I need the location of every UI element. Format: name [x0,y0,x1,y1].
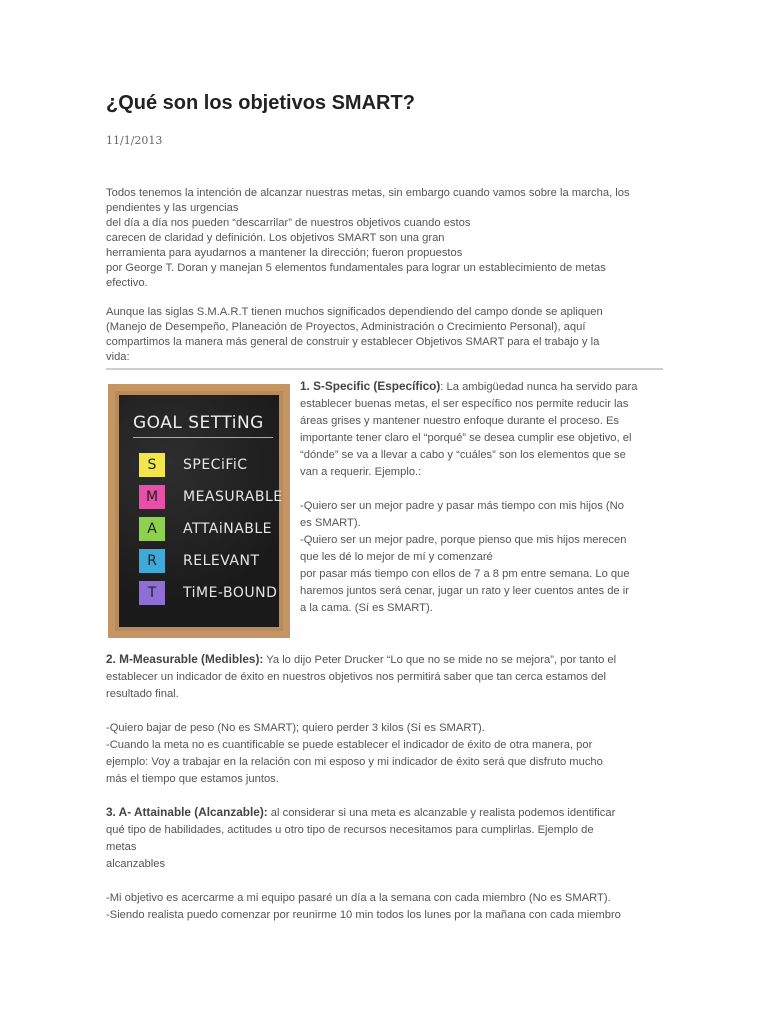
text-line: más el tiempo que estamos juntos. [106,773,279,785]
sticky-note-r: R [139,549,165,573]
board-word: MEASURABLE [183,489,283,505]
text-line: van a requerir. Ejemplo.: [300,466,422,478]
text-line: establecer un indicador de éxito en nuestros objetivos nos permitirá saber que tan cerca estamos del [106,671,606,683]
sticky-note-t: T [139,581,165,605]
text-line: por George T. Doran y manejan 5 elementos fundamentales para lograr un establecimiento de metas [106,262,606,274]
text-line: efectivo. [106,277,148,289]
text-line [106,873,666,890]
text-fragment: al considerar si una meta es alcanzable y realista podemos identificar [267,807,616,819]
text-line: -Siendo realista puedo comenzar por reunirme 10 min todos los lunes por la mañana con cada miembro [106,909,621,921]
text-line [106,703,666,720]
section-heading: 3. A- Attainable (Alcanzable): [106,805,268,819]
sticky-note-a: A [139,517,165,541]
sticky-note-s: S [139,453,165,477]
text-line: áreas grises y mantener nuestro enfoque durante el proceso. Es [300,415,620,427]
measurable-section [106,651,666,788]
attainable-section [106,804,666,924]
text-line: metas [106,841,137,853]
text-line: ejemplo: Voy a trabajar en la relación con mi esposo y mi indicador de éxito será que disfruto mucho [106,756,603,768]
text-line: -Quiero ser un mejor padre, porque pienso que mis hijos merecen [300,534,627,546]
board-word: SPECiFiC [183,457,248,473]
text-line: Aunque las siglas S.M.A.R.T tienen muchos significados dependiendo del campo donde se apliquen [106,306,603,318]
section-heading: 2. M-Measurable (Medibles): [106,652,264,666]
text-line: es SMART). [300,517,361,529]
text-line [106,804,666,822]
text-line: -Cuando la meta no es cuantificable se puede establecer el indicador de éxito de otra manera, por [106,739,593,751]
board-word: ATTAiNABLE [183,521,273,537]
board-word: RELEVANT [183,553,260,569]
board-word: TiME-BOUND [183,585,278,601]
text-fragment: : La ambigüedad nunca ha servido para [440,381,638,393]
text-line: Todos tenemos la intención de alcanzar nuestras metas, sin embargo cuando vamos sobre la marcha, los [106,187,630,199]
text-line: carecen de claridad y definición. Los objetivos SMART son una gran [106,232,445,244]
chalkboard [119,395,283,627]
text-line: pendientes y las urgencias [106,202,239,214]
text-line: -Quiero bajar de peso (No es SMART); quiero perder 3 kilos (Sí es SMART). [106,722,485,734]
specific-section [300,378,668,617]
text-line: (Manejo de Desempeño, Planeación de Proyectos, Administración o Crecimiento Personal), aquí [106,321,586,333]
intro-paragraph-2 [106,305,662,365]
text-line: -Mi objetivo es acercarme a mi equipo pasaré un día a la semana con cada miembro (No es SMART). [106,892,611,904]
text-line: alcanzables [106,858,166,870]
text-line: qué tipo de habilidades, actitudes u otro tipo de recursos necesitamos para cumplirlas. Ejemplo de [106,824,594,836]
post-date: 11/1/2013 [106,134,163,147]
text-line: haremos juntos será cenar, jugar un rato y leer cuentos antes de ir [300,585,629,597]
text-line: “dónde” se va a llevar a cabo y “cuáles” son los elementos que se [300,449,626,461]
section-heading: 1. S-Specific (Específico) [300,379,441,393]
text-line: que les dé lo mejor de mí y comenzaré [300,551,493,563]
text-line: herramienta para ayudarnos a mantener la dirección; fueron propuestos [106,247,463,259]
text-line [300,481,668,498]
text-line: a la cama. (Sí es SMART). [300,602,433,614]
text-line: por pasar más tiempo con ellos de 7 a 8 pm entre semana. Lo que [300,568,630,580]
text-line: del día a día nos pueden “descarrilar” de nuestros objetivos cuando estos [106,217,471,229]
page-title: ¿Qué son los objetivos SMART? [106,92,415,114]
text-line: compartimos la manera más general de construir y establecer Objetivos SMART para el trabajo y la [106,336,600,348]
text-line: -Quiero ser un mejor padre y pasar más tiempo con mis hijos (No [300,500,624,512]
text-fragment: Ya lo dijo Peter Drucker “Lo que no se mide no se mejora”, por tanto el [263,654,617,666]
sticky-note-m: M [139,485,165,509]
divider [106,368,663,370]
intro-paragraph [106,186,662,291]
goal-setting-image [108,384,290,638]
text-line: importante tener claro el “porqué” se desea cumplir ese objetivo, el [300,432,632,444]
board-title: GOAL SETTiNG [133,413,264,433]
text-line [300,378,668,396]
text-line: vida: [106,351,130,363]
board-underline [133,437,273,438]
text-line: establecer buenas metas, el ser específico nos permite reducir las [300,398,629,410]
text-line [106,651,666,669]
text-line: resultado final. [106,688,179,700]
